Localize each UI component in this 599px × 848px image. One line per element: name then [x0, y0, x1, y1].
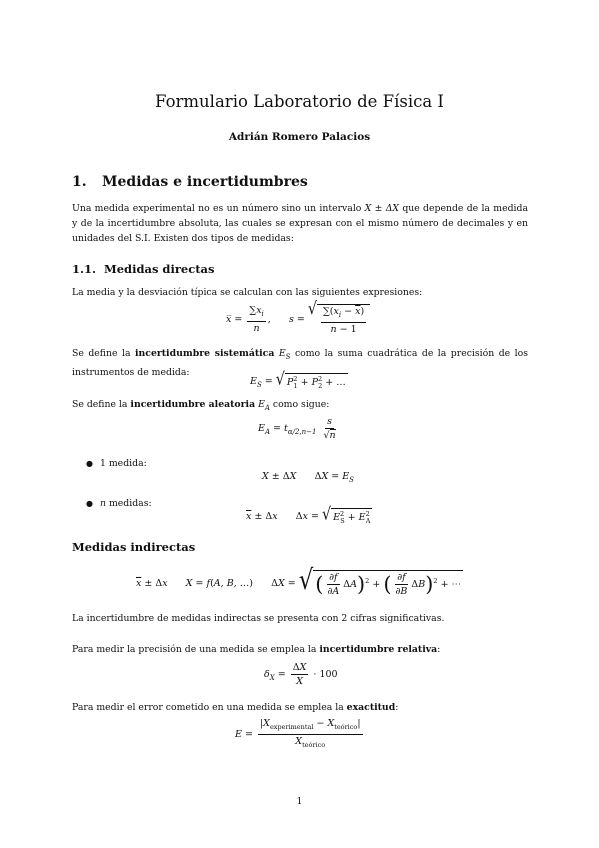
equation-indirect: $\overline{x} \pm \Delta x$ X = f(A, B, …) ΔX = √ ( $\frac{\partial f}{\partial A}$ ΔA)$^2$ + ( $\frac{\partial f}{\partial B}$ ΔB)$^2$ + ⋯	[136, 564, 462, 597]
ale-text-a: Se define la	[72, 399, 131, 410]
bullet1-text: 1 medida:	[100, 458, 147, 469]
bullet2-text: medidas:	[106, 498, 152, 509]
sys-text-a: Se define la	[72, 348, 135, 359]
ale-text-b: como sigue:	[269, 399, 330, 410]
equation-exactitud: E = $\frac{|X_{experimental} - X_{teórico}|}{X_{teórico}}$	[235, 718, 361, 749]
exact-text-a: Para medir el error cometido en una medida se emplea la	[72, 702, 347, 713]
exact-text-b: :	[395, 702, 399, 713]
bullet2-var: n	[100, 498, 106, 509]
section-title: Medidas e incertidumbres	[102, 174, 308, 190]
subsection-number: 1.1.	[72, 262, 97, 276]
equation-mean-std: x̅ = $\frac{\sum x_i}{n}$ , s = √ $\frac{\sum(x_i - \overline{x})}{n - 1}$	[226, 304, 370, 335]
page-number: 1	[296, 796, 303, 807]
exactitud-paragraph	[72, 700, 528, 715]
equation-one-measure: X ± ΔX $\Delta X = E_S$	[262, 471, 354, 484]
equation-systematic: $E_S$ = √ $P^2_1 + P^2_2$ + …	[250, 370, 346, 391]
rel-text-a: Para medir la precisión de una medida se emplea la	[72, 644, 320, 655]
indirect-heading: Medidas indirectas	[72, 540, 196, 554]
sys-symbol: $E_S$	[278, 348, 291, 361]
equation-n-measures: $\overline{x} \pm \Delta x$ Δx = √ $E^2_S + E^2_A$	[246, 505, 371, 526]
intro-paragraph	[72, 201, 528, 246]
subsection-title: Medidas directas	[104, 262, 215, 276]
sys-text-b: como la suma cuadrática de la precisión de los instrumentos de medida:	[72, 348, 528, 378]
equation-random: $E_A = t_{\alpha/2,n-1}$ $\frac{s}{√n}$	[258, 416, 336, 441]
ale-bold: incertidumbre aleatoria	[130, 399, 256, 410]
rel-text-b: :	[437, 644, 441, 655]
subsection-heading	[72, 262, 214, 276]
intro-text-b: que depende de la medida y de la incertidumbre absoluta, las cuales se expresan con el mismo número de decimales y en unidades del S.I. Existen dos tipos de medidas:	[72, 203, 528, 244]
cifras-paragraph: La incertidumbre de medidas indirectas se presenta con 2 cifras significativas.	[72, 613, 445, 624]
section-number: 1.	[72, 174, 87, 190]
mean-paragraph: La media y la desviación típica se calculan con las siguientes expresiones:	[72, 287, 423, 298]
relative-paragraph	[72, 642, 528, 657]
rel-bold: incertidumbre relativa	[319, 644, 438, 655]
random-paragraph	[72, 397, 528, 416]
ale-symbol: $E_A$	[258, 399, 270, 412]
section-heading	[72, 174, 308, 190]
intro-math: X ± ΔX	[364, 203, 400, 214]
document-title: Formulario Laboratorio de Física I	[155, 92, 444, 111]
bullet-one-measure: ● 1 medida:	[86, 458, 147, 469]
bullet-n-measures: ● n medidas:	[86, 498, 152, 509]
document-author: Adrián Romero Palacios	[228, 131, 371, 143]
exact-bold: exactitud	[346, 702, 396, 713]
intro-text-a: Una medida experimental no es un número sino un intervalo	[72, 203, 365, 214]
sys-bold: incertidumbre sistemática	[135, 348, 275, 359]
equation-relative: $\delta_X$ = $\frac{\Delta X}{X}$ · 100	[264, 662, 338, 687]
